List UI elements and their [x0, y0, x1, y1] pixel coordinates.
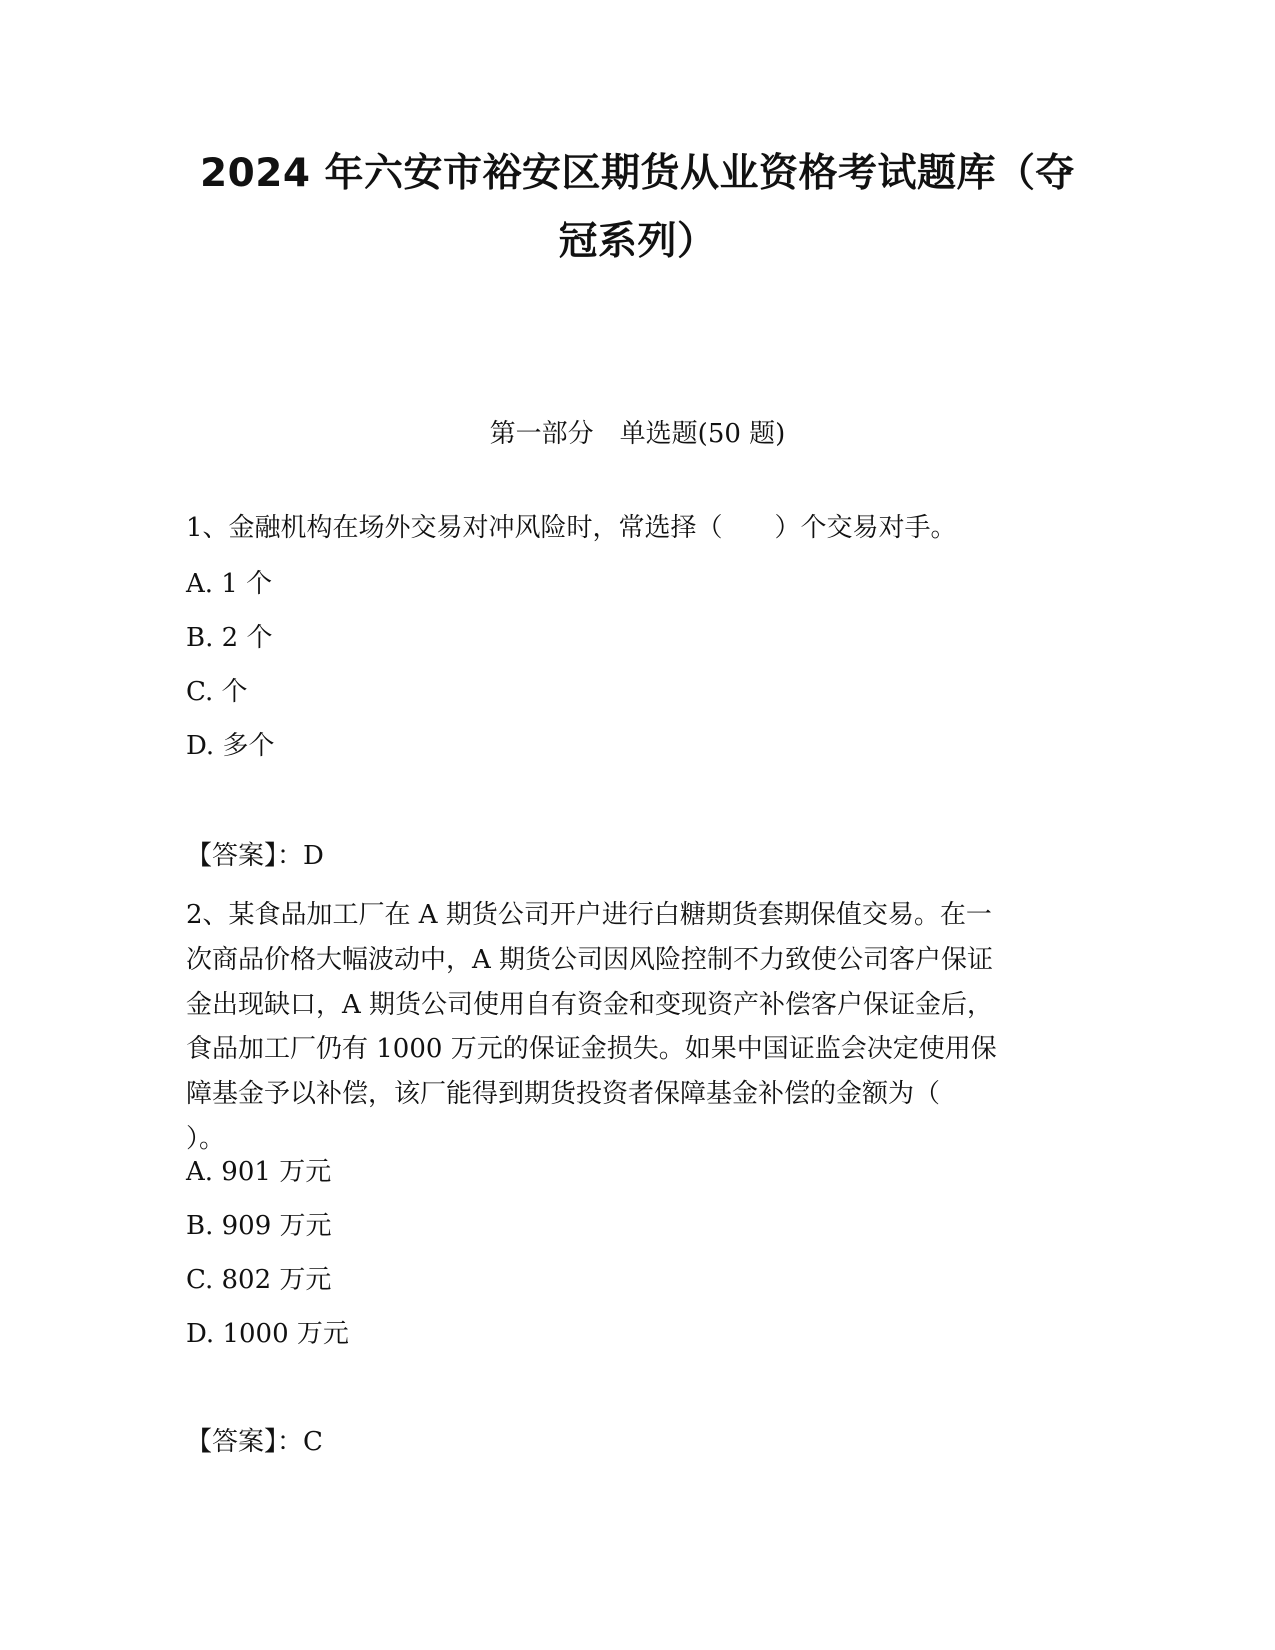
- question-2-option-d: D. 1000 万元: [186, 1319, 349, 1349]
- title-line-2: 冠系列）: [558, 219, 717, 264]
- question-2-stem-line: 障基金予以补偿，该厂能得到期货投资者保障基金补偿的金额为（: [186, 1079, 941, 1110]
- section-heading: 第一部分 单选题(50 题): [489, 419, 786, 449]
- question-2-stem: [186, 893, 1086, 1162]
- question-1-option-b: B. 2 个: [186, 623, 273, 653]
- document-title: [150, 140, 1125, 276]
- question-2-stem-line: 次商品价格大幅波动中，A 期货公司因风险控制不力致使公司客户保证: [186, 944, 994, 975]
- question-2-stem-line: 食品加工厂仍有 1000 万元的保证金损失。如果中国证监会决定使用保: [186, 1034, 997, 1065]
- question-1-stem: 1、金融机构在场外交易对冲风险时，常选择（ ）个交易对手。: [186, 513, 957, 543]
- question-2-stem-line: ）。: [186, 1123, 226, 1154]
- question-1-option-d: D. 多个: [186, 731, 275, 761]
- title-line-1: 2024 年六安市裕安区期货从业资格考试题库（夺: [199, 151, 1076, 196]
- question-2-option-b: B. 909 万元: [186, 1211, 332, 1241]
- question-2-stem-line: 2、某食品加工厂在 A 期货公司开户进行白糖期货套期保值交易。在一: [186, 900, 992, 930]
- question-2-answer: 【答案】：C: [186, 1427, 323, 1457]
- question-2-option-c: C. 802 万元: [186, 1265, 332, 1295]
- question-2-stem-line: 金出现缺口，A 期货公司使用自有资金和变现资产补偿客户保证金后，: [186, 989, 994, 1020]
- question-1-answer: 【答案】：D: [186, 841, 324, 871]
- question-1-option-c: C. 个: [186, 677, 248, 707]
- question-1-option-a: A. 1 个: [186, 569, 273, 599]
- question-2-option-a: A. 901 万元: [186, 1157, 332, 1187]
